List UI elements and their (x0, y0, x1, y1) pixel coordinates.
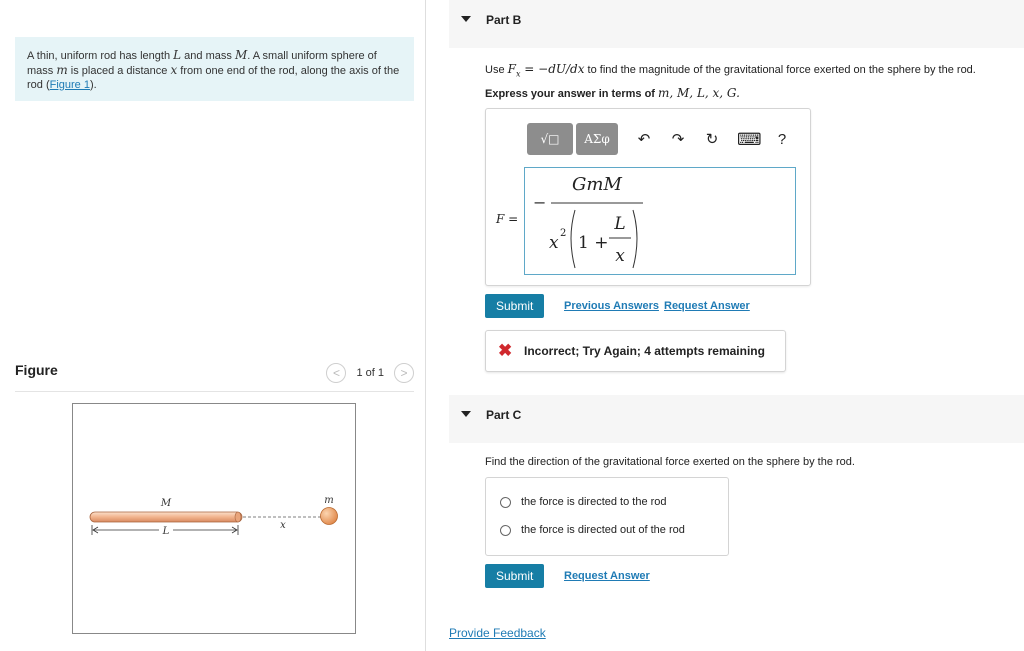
figure-pager (326, 363, 414, 383)
answer-xden: x (615, 246, 625, 266)
help-icon[interactable]: ? (777, 131, 787, 148)
prev-figure-button[interactable]: < (326, 363, 346, 383)
var-m: m (56, 63, 68, 77)
formula (507, 62, 585, 79)
problem-text: . A small uniform sphere of mass (27, 50, 377, 77)
express-vars: m, M, L, x, G. (658, 86, 740, 100)
part-b-request-answer-link[interactable]: Request Answer (664, 300, 750, 312)
part-c-submit-button[interactable]: Submit (485, 564, 544, 588)
f-equals-label (496, 212, 518, 226)
figure-image (72, 403, 356, 634)
figure-link[interactable]: Figure 1 (49, 79, 90, 91)
formula-sub: x (515, 69, 521, 79)
part-c-request-answer-link[interactable]: Request Answer (564, 570, 650, 582)
rod-sphere-diagram (73, 404, 355, 633)
problem-text: is placed a distance (67, 65, 171, 77)
answer-numerator: GmM (572, 174, 622, 195)
label-m: m (324, 495, 334, 506)
right-pane (426, 0, 1024, 651)
formula-rhs: = −dU/dx (520, 62, 585, 76)
incorrect-feedback (485, 330, 786, 372)
question-text: to find the magnitude of the gravitational force exerted on the sphere by the rod. (584, 64, 976, 76)
keyboard-icon[interactable]: ⌨ (737, 130, 762, 149)
previous-answers-link[interactable]: Previous Answers (564, 300, 659, 312)
direction-options (485, 477, 729, 556)
left-pane (0, 0, 426, 651)
f-label-text: F = (496, 212, 519, 226)
problem-text: from one end of the rod, along the axis of the rod ( (27, 65, 400, 91)
var-x: x (170, 63, 178, 77)
part-b-question (485, 62, 976, 78)
question-text: Use (485, 64, 508, 76)
var-L: L (173, 48, 182, 62)
formula-lhs: F (507, 62, 516, 76)
answer-L: L (614, 214, 626, 234)
part-c-question: Find the direction of the gravitational force exerted on the sphere by the rod. (485, 456, 855, 468)
left-paren (571, 210, 575, 268)
collapse-icon (461, 411, 471, 417)
radio-out-of-rod[interactable] (500, 525, 511, 536)
problem-statement (15, 37, 414, 101)
figure-title: Figure (15, 362, 58, 378)
error-icon: ✖ (498, 341, 513, 360)
undo-icon[interactable]: ↶ (637, 131, 651, 148)
reset-icon[interactable]: ↻ (705, 131, 719, 148)
express-instruction (485, 86, 740, 100)
math-editor (485, 108, 811, 286)
answer-exponent: 2 (560, 228, 567, 239)
pager-text: 1 of 1 (356, 367, 384, 379)
templates-button[interactable] (527, 123, 573, 155)
greek-icon: ΑΣφ (584, 132, 610, 146)
option-to-rod-label: the force is directed to the rod (521, 496, 667, 508)
greek-symbols-button[interactable] (576, 123, 618, 155)
feedback-message: Incorrect; Try Again; 4 attempts remaining (524, 344, 765, 358)
part-c-label: Part C (486, 408, 522, 422)
figure-header (15, 362, 414, 392)
rod (90, 512, 242, 522)
collapse-icon (461, 16, 471, 22)
right-paren (633, 210, 637, 268)
answer-minus: − (533, 193, 547, 212)
answer-input[interactable] (524, 167, 796, 275)
provide-feedback-link[interactable]: Provide Feedback (449, 626, 546, 640)
next-figure-button[interactable]: > (394, 363, 414, 383)
var-M: M (234, 48, 248, 62)
option-to-rod[interactable] (500, 496, 667, 508)
redo-icon[interactable]: ↷ (671, 131, 685, 148)
part-b-label: Part B (486, 13, 522, 27)
rod-end (235, 512, 241, 522)
express-text: Express your answer in terms of (485, 88, 659, 100)
answer-x: x (549, 233, 559, 253)
label-L: L (162, 526, 170, 537)
part-b-submit-button[interactable]: Submit (485, 294, 544, 318)
label-M: M (160, 498, 172, 509)
answer-one-plus: 1 + (578, 233, 609, 253)
problem-text: and mass (181, 50, 235, 62)
option-out-of-rod[interactable] (500, 524, 685, 536)
label-x: x (280, 520, 286, 531)
part-b-header[interactable] (449, 0, 1024, 48)
radio-to-rod[interactable] (500, 497, 511, 508)
answer-expression (525, 168, 795, 274)
templates-icon: √□ (540, 132, 560, 146)
sphere (321, 508, 338, 525)
problem-text: ). (89, 79, 97, 91)
editor-toolbar (527, 123, 797, 157)
problem-text: A thin, uniform rod has length (27, 50, 174, 62)
part-c-header[interactable] (449, 395, 1024, 443)
option-out-of-rod-label: the force is directed out of the rod (521, 524, 685, 536)
